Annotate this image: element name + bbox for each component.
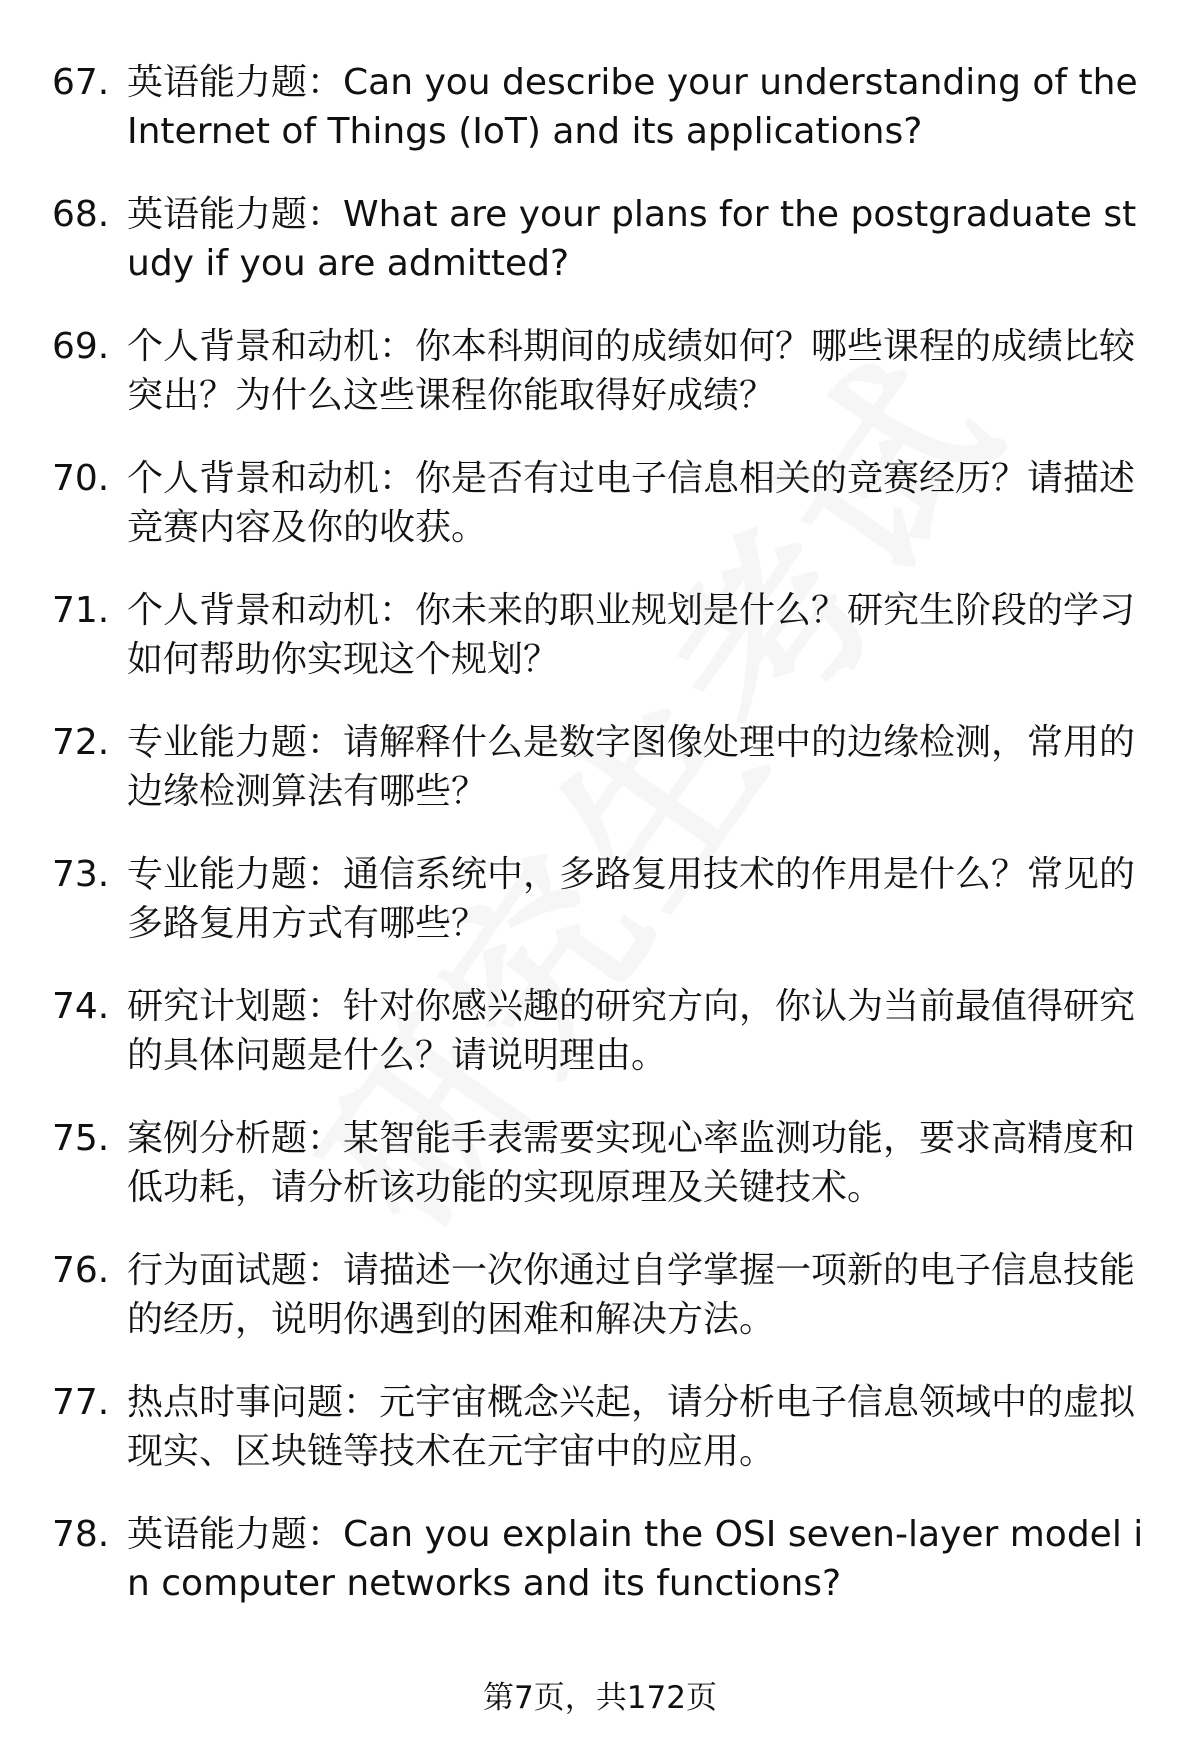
question-list [52,58,1144,1642]
question-number: 72. [52,722,110,763]
question-item [52,58,1144,190]
question-number: 67. [52,62,110,103]
question-text: 英语能力题：Can you explain the OSI seven-layer model in computer networks and its functions? [127,1514,1144,1604]
question-text: 英语能力题：What are your plans for the postgraduate study if you are admitted? [127,194,1137,284]
question-item [52,1246,1144,1378]
page-number-footer: 第7页，共172页 [483,1680,717,1716]
question-text: 案例分析题：某智能手表需要实现心率监测功能，要求高精度和低功耗，请分析该功能的实现原理及关键技术。 [127,1118,1136,1208]
question-number: 74. [52,986,110,1027]
question-text: 研究计划题：针对你感兴趣的研究方向，你认为当前最值得研究的具体问题是什么？请说明理由。 [127,986,1136,1076]
question-number: 69. [52,326,110,367]
question-item [52,586,1144,718]
question-text: 行为面试题：请描述一次你通过自学掌握一项新的电子信息技能的经历，说明你遇到的困难和解决方法。 [127,1250,1136,1340]
question-item [52,982,1144,1114]
question-number: 75. [52,1118,110,1159]
question-number: 70. [52,458,110,499]
question-text: 专业能力题：通信系统中，多路复用技术的作用是什么？常见的多路复用方式有哪些？ [127,854,1136,944]
question-number: 71. [52,590,110,631]
question-item [52,1510,1144,1642]
question-text: 热点时事问题：元宇宙概念兴起，请分析电子信息领域中的虚拟现实、区块链等技术在元宇宙中的应用。 [127,1382,1136,1472]
question-number: 76. [52,1250,110,1291]
question-text: 英语能力题：Can you describe your understanding of the Internet of Things (IoT) and its applications? [127,62,1138,152]
question-text: 个人背景和动机：你本科期间的成绩如何？哪些课程的成绩比较突出？为什么这些课程你能取得好成绩？ [127,326,1136,416]
question-text: 个人背景和动机：你未来的职业规划是什么？研究生阶段的学习如何帮助你实现这个规划？ [127,590,1136,680]
question-item [52,718,1144,850]
question-item [52,850,1144,982]
question-item [52,190,1144,322]
question-item [52,454,1144,586]
question-item [52,1378,1144,1510]
question-number: 73. [52,854,110,895]
question-item [52,322,1144,454]
question-number: 77. [52,1382,110,1423]
question-number: 78. [52,1514,110,1555]
question-item [52,1114,1144,1246]
question-text: 专业能力题：请解释什么是数字图像处理中的边缘检测，常用的边缘检测算法有哪些？ [127,722,1136,812]
question-text: 个人背景和动机：你是否有过电子信息相关的竞赛经历？请描述竞赛内容及你的收获。 [127,458,1136,548]
question-number: 68. [52,194,110,235]
